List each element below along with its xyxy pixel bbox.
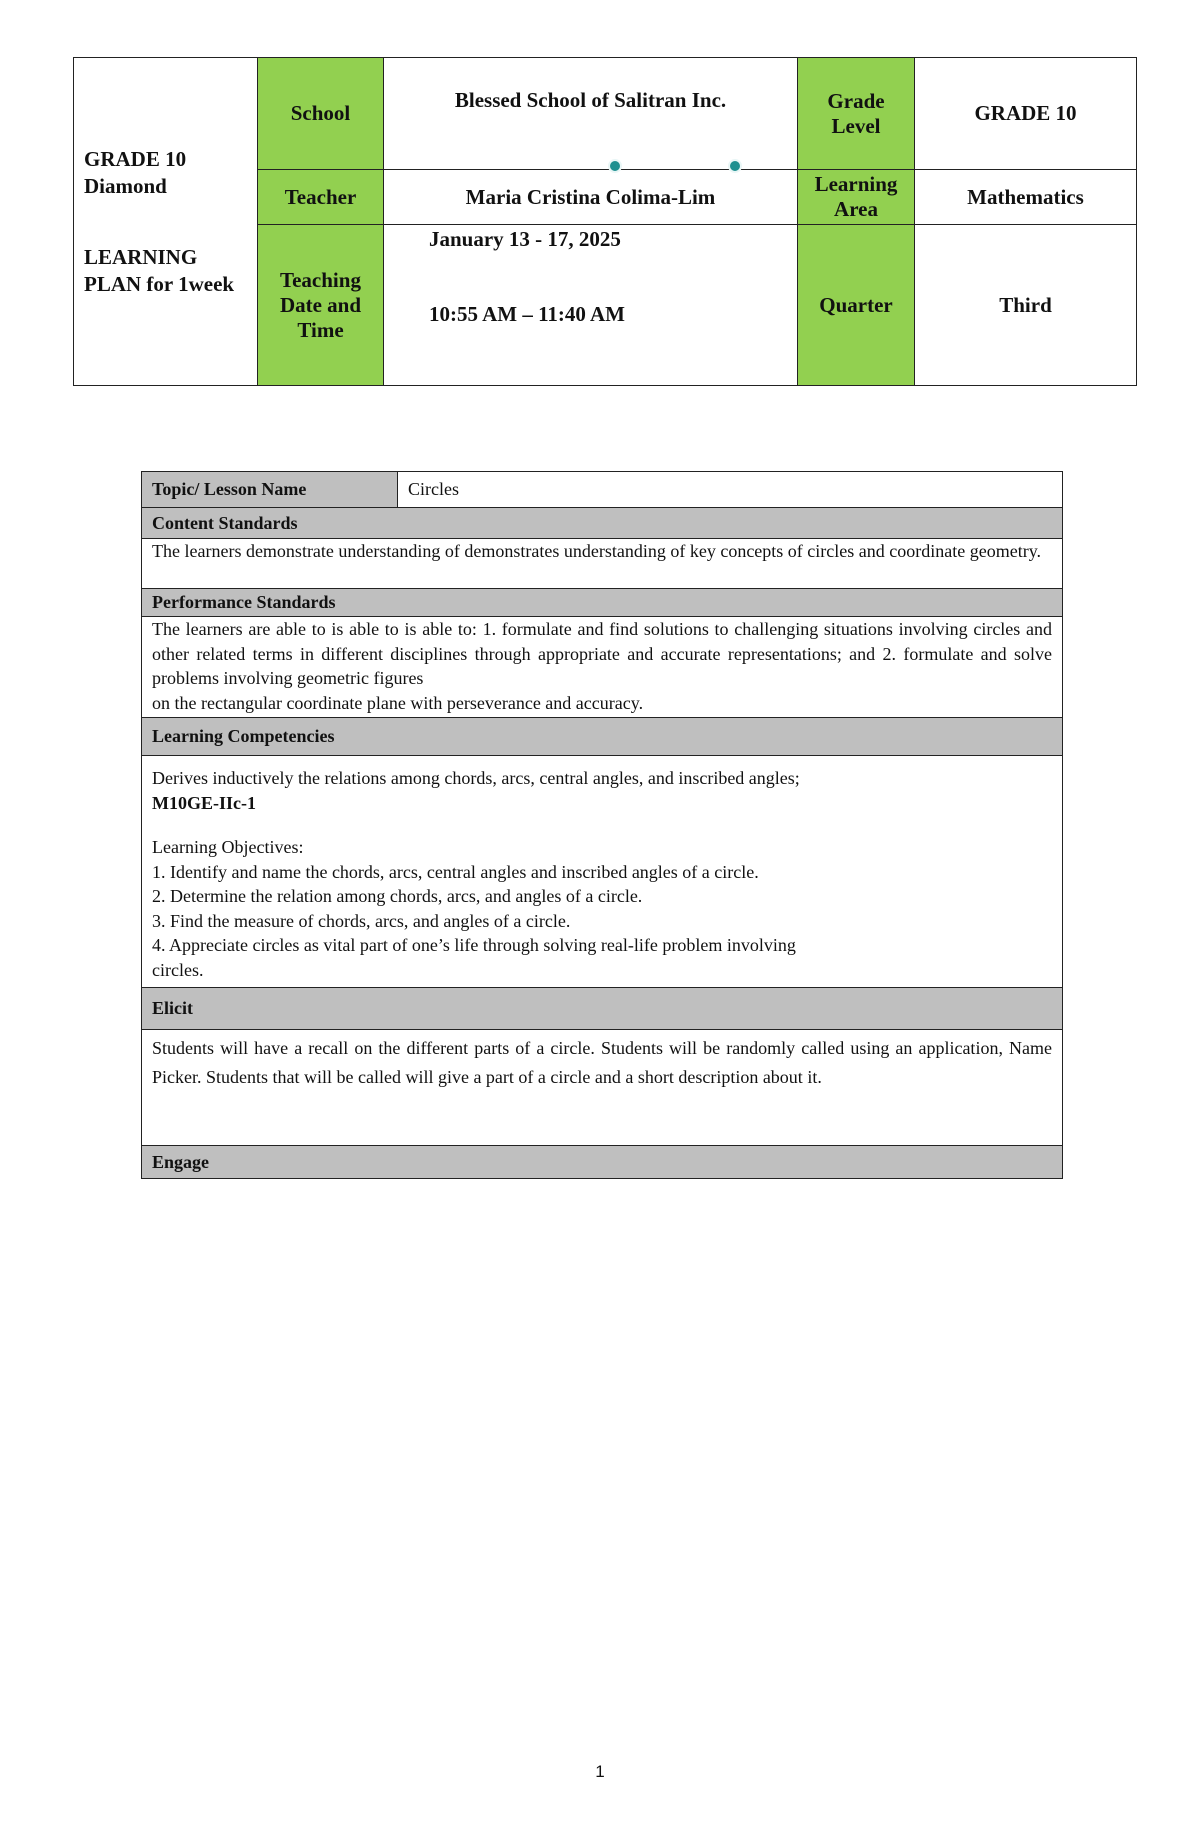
performance-standards-text-end: on the rectangular coordinate plane with perseverance and accuracy. — [152, 692, 644, 713]
class-name: GRADE 10 Diamond — [84, 146, 187, 198]
header-table — [73, 57, 1137, 386]
learning-competencies-cell — [142, 756, 1063, 988]
performance-standards-header: Performance Standards — [142, 589, 1063, 617]
time-value: 10:55 AM – 11:40 AM — [429, 302, 625, 326]
grade-value: GRADE 10 — [915, 58, 1137, 170]
objective-item: 2. Determine the relation among chords, arcs, and angles of a circle. — [152, 886, 643, 906]
teacher-cell — [384, 170, 798, 225]
quarter-value: Third — [915, 225, 1137, 386]
elicit-text: Students will have a recall on the different parts of a circle. Students will be randomly called using an application, Name Picker. Students that will be called will give a part of a circle and a short description about it. — [142, 1030, 1063, 1146]
area-value: Mathematics — [915, 170, 1137, 225]
objective-item: 4. Appreciate circles as vital part of one’s life through solving real-life problem involving — [152, 935, 796, 955]
objective-item: 3. Find the measure of chords, arcs, and angles of a circle. — [152, 910, 571, 931]
objective-item: 1. Identify and name the chords, arcs, central angles and inscribed angles of a circle. — [152, 861, 759, 882]
content-standards-text: The learners demonstrate understanding of demonstrates understanding of key concepts of circles and coordinate geometry. — [142, 539, 1063, 589]
objective-item: circles. — [152, 959, 204, 980]
topic-value: Circles — [398, 472, 1063, 508]
learning-competencies-header: Learning Competencies — [142, 718, 1063, 756]
datetime-cell — [384, 225, 798, 386]
class-info-cell — [74, 58, 258, 386]
date-value: January 13 - 17, 2025 — [429, 227, 621, 251]
school-label: School — [258, 58, 384, 170]
competency-text: Derives inductively the relations among chords, arcs, central angles, and inscribed angles; — [152, 768, 800, 788]
comment-marker-icon[interactable] — [728, 159, 742, 173]
engage-header: Engage — [142, 1146, 1063, 1179]
objectives-label: Learning Objectives: — [152, 837, 304, 857]
school-value: Blessed School of Salitran Inc. — [384, 58, 798, 170]
performance-standards-cell — [142, 617, 1063, 718]
grade-label: Grade Level — [798, 58, 915, 170]
topic-label: Topic/ Lesson Name — [142, 472, 398, 508]
page-number: 1 — [595, 1762, 605, 1781]
content-standards-header: Content Standards — [142, 508, 1063, 539]
teacher-value: Maria Cristina Colima-Lim — [465, 184, 716, 209]
comment-marker-icon[interactable] — [608, 159, 622, 173]
lesson-plan-table — [141, 471, 1063, 1179]
teacher-label: Teacher — [258, 170, 384, 225]
area-label: Learning Area — [798, 170, 915, 225]
elicit-header: Elicit — [142, 988, 1063, 1030]
quarter-label: Quarter — [798, 225, 915, 386]
datetime-label: Teaching Date and Time — [258, 225, 384, 386]
competency-code: M10GE-IIc-1 — [152, 792, 256, 813]
plan-title: LEARNING PLAN for 1week — [84, 244, 235, 296]
performance-standards-text: The learners are able to is able to is able to: 1. formulate and find solutions to challenging situations involving circles and other related terms in different disciplines through appropriate and accurate representations; and 2. formulate and solve problems involving geometric figures — [152, 619, 1052, 688]
